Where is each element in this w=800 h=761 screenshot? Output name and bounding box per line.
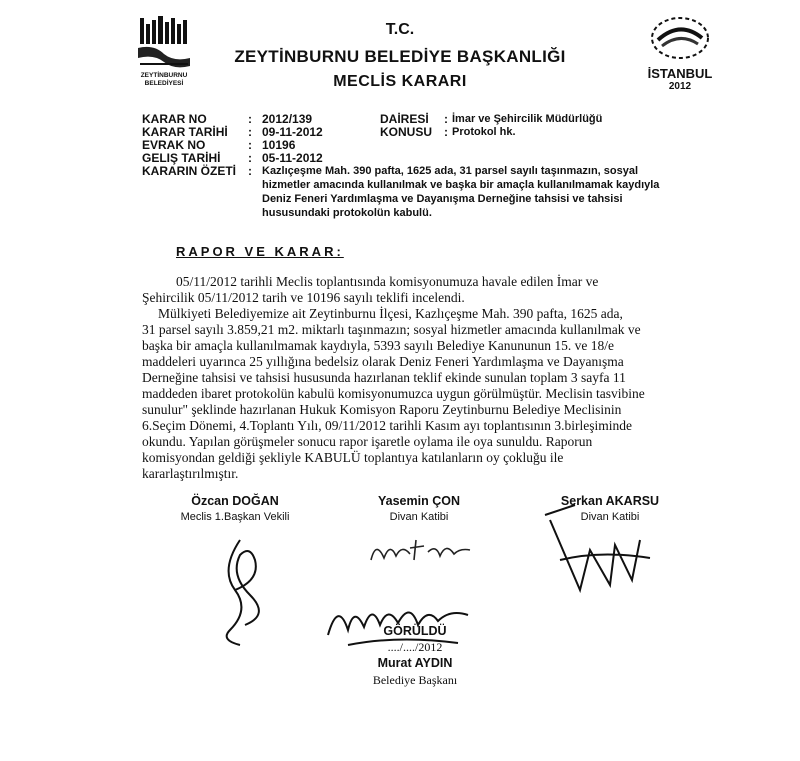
signature2-icon xyxy=(366,530,476,570)
evrak-no-label: EVRAK NO xyxy=(142,138,206,152)
mayor-title: Belediye Başkanı xyxy=(372,673,458,687)
header-tc: T.C. xyxy=(385,21,415,38)
kararin-ozeti-label: KARARIN ÖZETİ xyxy=(142,164,236,178)
signer2-title: Divan Katibi xyxy=(389,511,449,523)
konusu-value: Protokol hk. xyxy=(452,126,516,138)
colon: : xyxy=(248,125,252,139)
para2-line3: başka bir amaçla kullanılmamak kaydıyla, 5393 sayılı Belediye Kanununun 15. ve 18/e xyxy=(142,338,614,353)
signer1-name: Özcan DOĞAN xyxy=(191,494,279,508)
evrak-no-value: 10196 xyxy=(262,138,296,152)
karar-no-value: 2012/139 xyxy=(262,112,313,126)
ozet-line-2: hizmetler amacında kullanılmak ve başka bir amaçla kullanılmamak kaydıyla xyxy=(262,179,660,191)
signer3-name: Serkan AKARSU xyxy=(560,494,660,508)
para2-line4: maddeleri uyarınca 25 yıllığına bedelsiz olarak Deniz Feneri Yardımlaşma ve Dayanışma xyxy=(142,354,624,369)
colon: : xyxy=(248,164,252,178)
colon: : xyxy=(444,112,448,126)
para2-line1: Mülkiyeti Belediyemize ait Zeytinburnu İlçesi, Kazlıçeşme Mah. 390 pafta, 1625 ada, xyxy=(158,306,623,321)
header-institution: ZEYTİNBURNU BELEDİYE BAŞKANLIĞI xyxy=(234,47,566,66)
para2-line11: kararlaştırılmıştır. xyxy=(142,466,239,481)
istanbul-2012-logo-icon xyxy=(640,14,720,64)
signer2-name: Yasemin ÇON xyxy=(378,494,460,508)
para2-line9: okundu. Yapılan görüşmeler sonucu rapor işaretle oylama ile oya sunuldu. Raporun xyxy=(142,434,593,449)
para1-line1: 05/11/2012 tarihli Meclis toplantısında komisyonumuza havale edilen İmar ve xyxy=(176,274,599,289)
left-logo-text: ZEYTİNBURNU BELEDİYESİ xyxy=(140,72,188,87)
colon: : xyxy=(444,125,448,139)
karar-tarihi-value: 09-11-2012 xyxy=(262,125,323,139)
right-logo-year: 2012 xyxy=(668,81,692,92)
dairesi-label: DAİRESİ xyxy=(380,112,429,126)
colon: : xyxy=(248,112,252,126)
gelis-tarihi-label: GELIŞ TARİHİ xyxy=(142,151,221,165)
right-logo xyxy=(640,14,720,96)
right-logo-text: İSTANBUL xyxy=(647,66,713,81)
section-title: RAPOR VE KARAR: xyxy=(176,244,344,259)
signer3-title: Divan Katibi xyxy=(580,511,640,523)
konusu-label: KONUSU xyxy=(380,125,433,139)
colon: : xyxy=(248,151,252,165)
para1-line2: Şehircilik 05/11/2012 tarih ve 10196 sayılı teklifi incelendi. xyxy=(142,290,465,305)
para2-line6: maddeden ibaret protokolün kabulü komisyonumuzca uygun görülmüştür. Meclisin tasvibine xyxy=(142,386,645,401)
mayor-name: Murat AYDIN xyxy=(377,656,453,670)
seen-label: GÖRÜLDÜ xyxy=(383,624,447,638)
colon: : xyxy=(248,138,252,152)
para2-line7: sunulur" şeklinde hazırlanan Hukuk Komisyon Raporu Zeytinburnu Belediye Meclisinin xyxy=(142,402,622,417)
ozet-line-3: Deniz Feneri Yardımlaşma ve Dayanışma Derneğine tahsisi ve tahsisi xyxy=(262,193,623,205)
para2-line2: 31 parsel sayılı 3.859,21 m2. miktarlı taşınmazın; sosyal hizmetler amacında kullanılmak ve xyxy=(142,322,641,337)
seen-date: ..../..../2012 xyxy=(387,640,443,654)
signer1-title: Meclis 1.Başkan Vekili xyxy=(180,511,290,523)
header-doc-type: MECLİS KARARI xyxy=(333,73,467,90)
signature3-icon xyxy=(540,500,660,600)
karar-tarihi-label: KARAR TARİHİ xyxy=(142,125,228,139)
para2-line5: Derneğine tahsisi ve tahsisi hususunda hazırlanan teklif ekinde sunulan toplam 3 sayfa 11 xyxy=(142,370,626,385)
ozet-line-4: hususundaki protokolün kabulü. xyxy=(262,207,432,219)
para2-line8: 6.Seçim Dönemi, 4.Toplantı Yılı, 09/11/2012 tarihli Kasım ayı toplantısının 3.birleşiminde xyxy=(142,418,633,433)
para2-line10: komisyondan geldiği şekliyle KABULÜ toplantıya katılanların oy çokluğu ile xyxy=(142,450,564,465)
karar-no-label: KARAR NO xyxy=(142,112,207,126)
signature1-icon xyxy=(200,530,290,650)
gelis-tarihi-value: 05-11-2012 xyxy=(262,151,323,165)
ozet-line-1: Kazlıçeşme Mah. 390 pafta, 1625 ada, 31 parsel sayılı taşınmazın, sosyal xyxy=(262,165,639,177)
dairesi-value: İmar ve Şehircilik Müdürlüğü xyxy=(452,113,603,125)
